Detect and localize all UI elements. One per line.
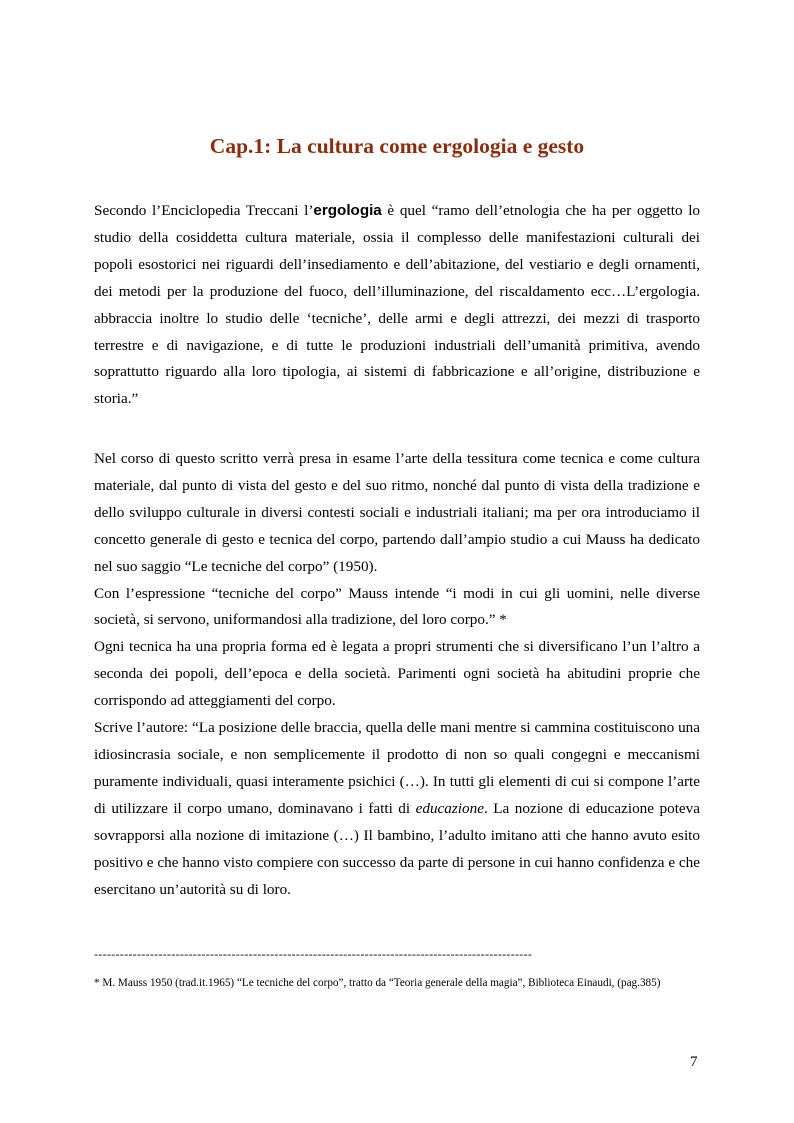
author-quote-end: . La nozione di educazione poteva sovrapporsi alla nozione di imitazione (…) Il bambino, l’adulto imitano atti che hanno avuto esito positivo e che hanno visto compiere con successo da parte di persone in cui hanno confidenza e che esercitano un’autorità su di loro. xyxy=(94,799,700,898)
author-quote-start: Scrive l’autore: “La posizione delle braccia, quella delle mani mentre si cammina costituiscono una idiosincrasia sociale, e non semplicemente il prodotto di non so quali congegni e meccanismi puramente individuali, quasi interamente psichici (…). In tutti gli elementi di cui si compone l’arte di utilizzare il corpo umano, dominavano i fatti di xyxy=(94,719,700,817)
paragraph-1-quote: è quel “ramo dell’etnologia che ha per oggetto lo studio della cosiddetta cultura materiale, ossia il complesso delle manifestazioni culturali dei popoli esostorici nei riguardi dell’insediamento e dell’abitazione, del vestiario e degli ornamenti, dei metodi per la produzione del fuoco, dell’illuminazione, del riscaldamento ecc…L’ergologia. abbraccia inoltre lo studio delle ‘tecniche’, delle armi e degli attrezzi, dei mezzi di trasporto terrestre e di navigazione, e di tutte le produzioni industriali dell’umanità primitiva, avendo soprattutto riguardo alla loro tipologia, ai sistemi di fabbricazione e all’origine, distribuzione e storia.” xyxy=(94,202,701,408)
paragraph-1-intro: Secondo l’Enciclopedia Treccani l’ xyxy=(94,202,314,219)
body-section xyxy=(94,446,700,903)
italic-educazione: educazione xyxy=(415,799,484,817)
chapter-title: Cap.1: La cultura come ergologia e gesto xyxy=(209,134,585,158)
page-number: 7 xyxy=(690,1054,698,1070)
footnote: * M. Mauss 1950 (trad.it.1965) “Le tecniche del corpo”, tratto da “Teoria generale della magia”, Biblioteca Einaudi, (pag.385) xyxy=(94,977,661,989)
paragraph-ergologia-definition xyxy=(94,198,700,413)
keyword-ergologia: ergologia xyxy=(313,202,382,219)
paragraph-tecnica: Ogni tecnica ha una propria forma ed è legata a propri strumenti che si diversificano l’un l’altro a seconda dei popoli, dell’epoca e della società. Parimenti ogni società ha abitudini proprie che corrispondo ad atteggiamenti del corpo. xyxy=(94,638,700,710)
paragraph-mauss-definition: Con l’espressione “tecniche del corpo” Mauss intende “i modi in cui gli uomini, nelle diverse società, si servono, uniformandosi alla tradizione, del loro corpo.” * xyxy=(94,584,700,629)
paragraph-tessitura: Nel corso di questo scritto verrà presa in esame l’arte della tessitura come tecnica e come cultura materiale, dal punto di vista del gesto e del suo ritmo, nonché dal punto di vista della tradizione e dello sviluppo culturale in diversi contesti sociali e industriali italiani; ma per ora introduciamo il concetto generale di gesto e tecnica del corpo, partendo dall’ampio studio a cui Mauss ha dedicato nel suo saggio “Le tecniche del corpo” (1950). xyxy=(94,450,700,575)
footnote-separator: ------------------------------------------------------------------------------------------------------ xyxy=(94,947,533,961)
paragraph-author-quote xyxy=(94,715,700,903)
